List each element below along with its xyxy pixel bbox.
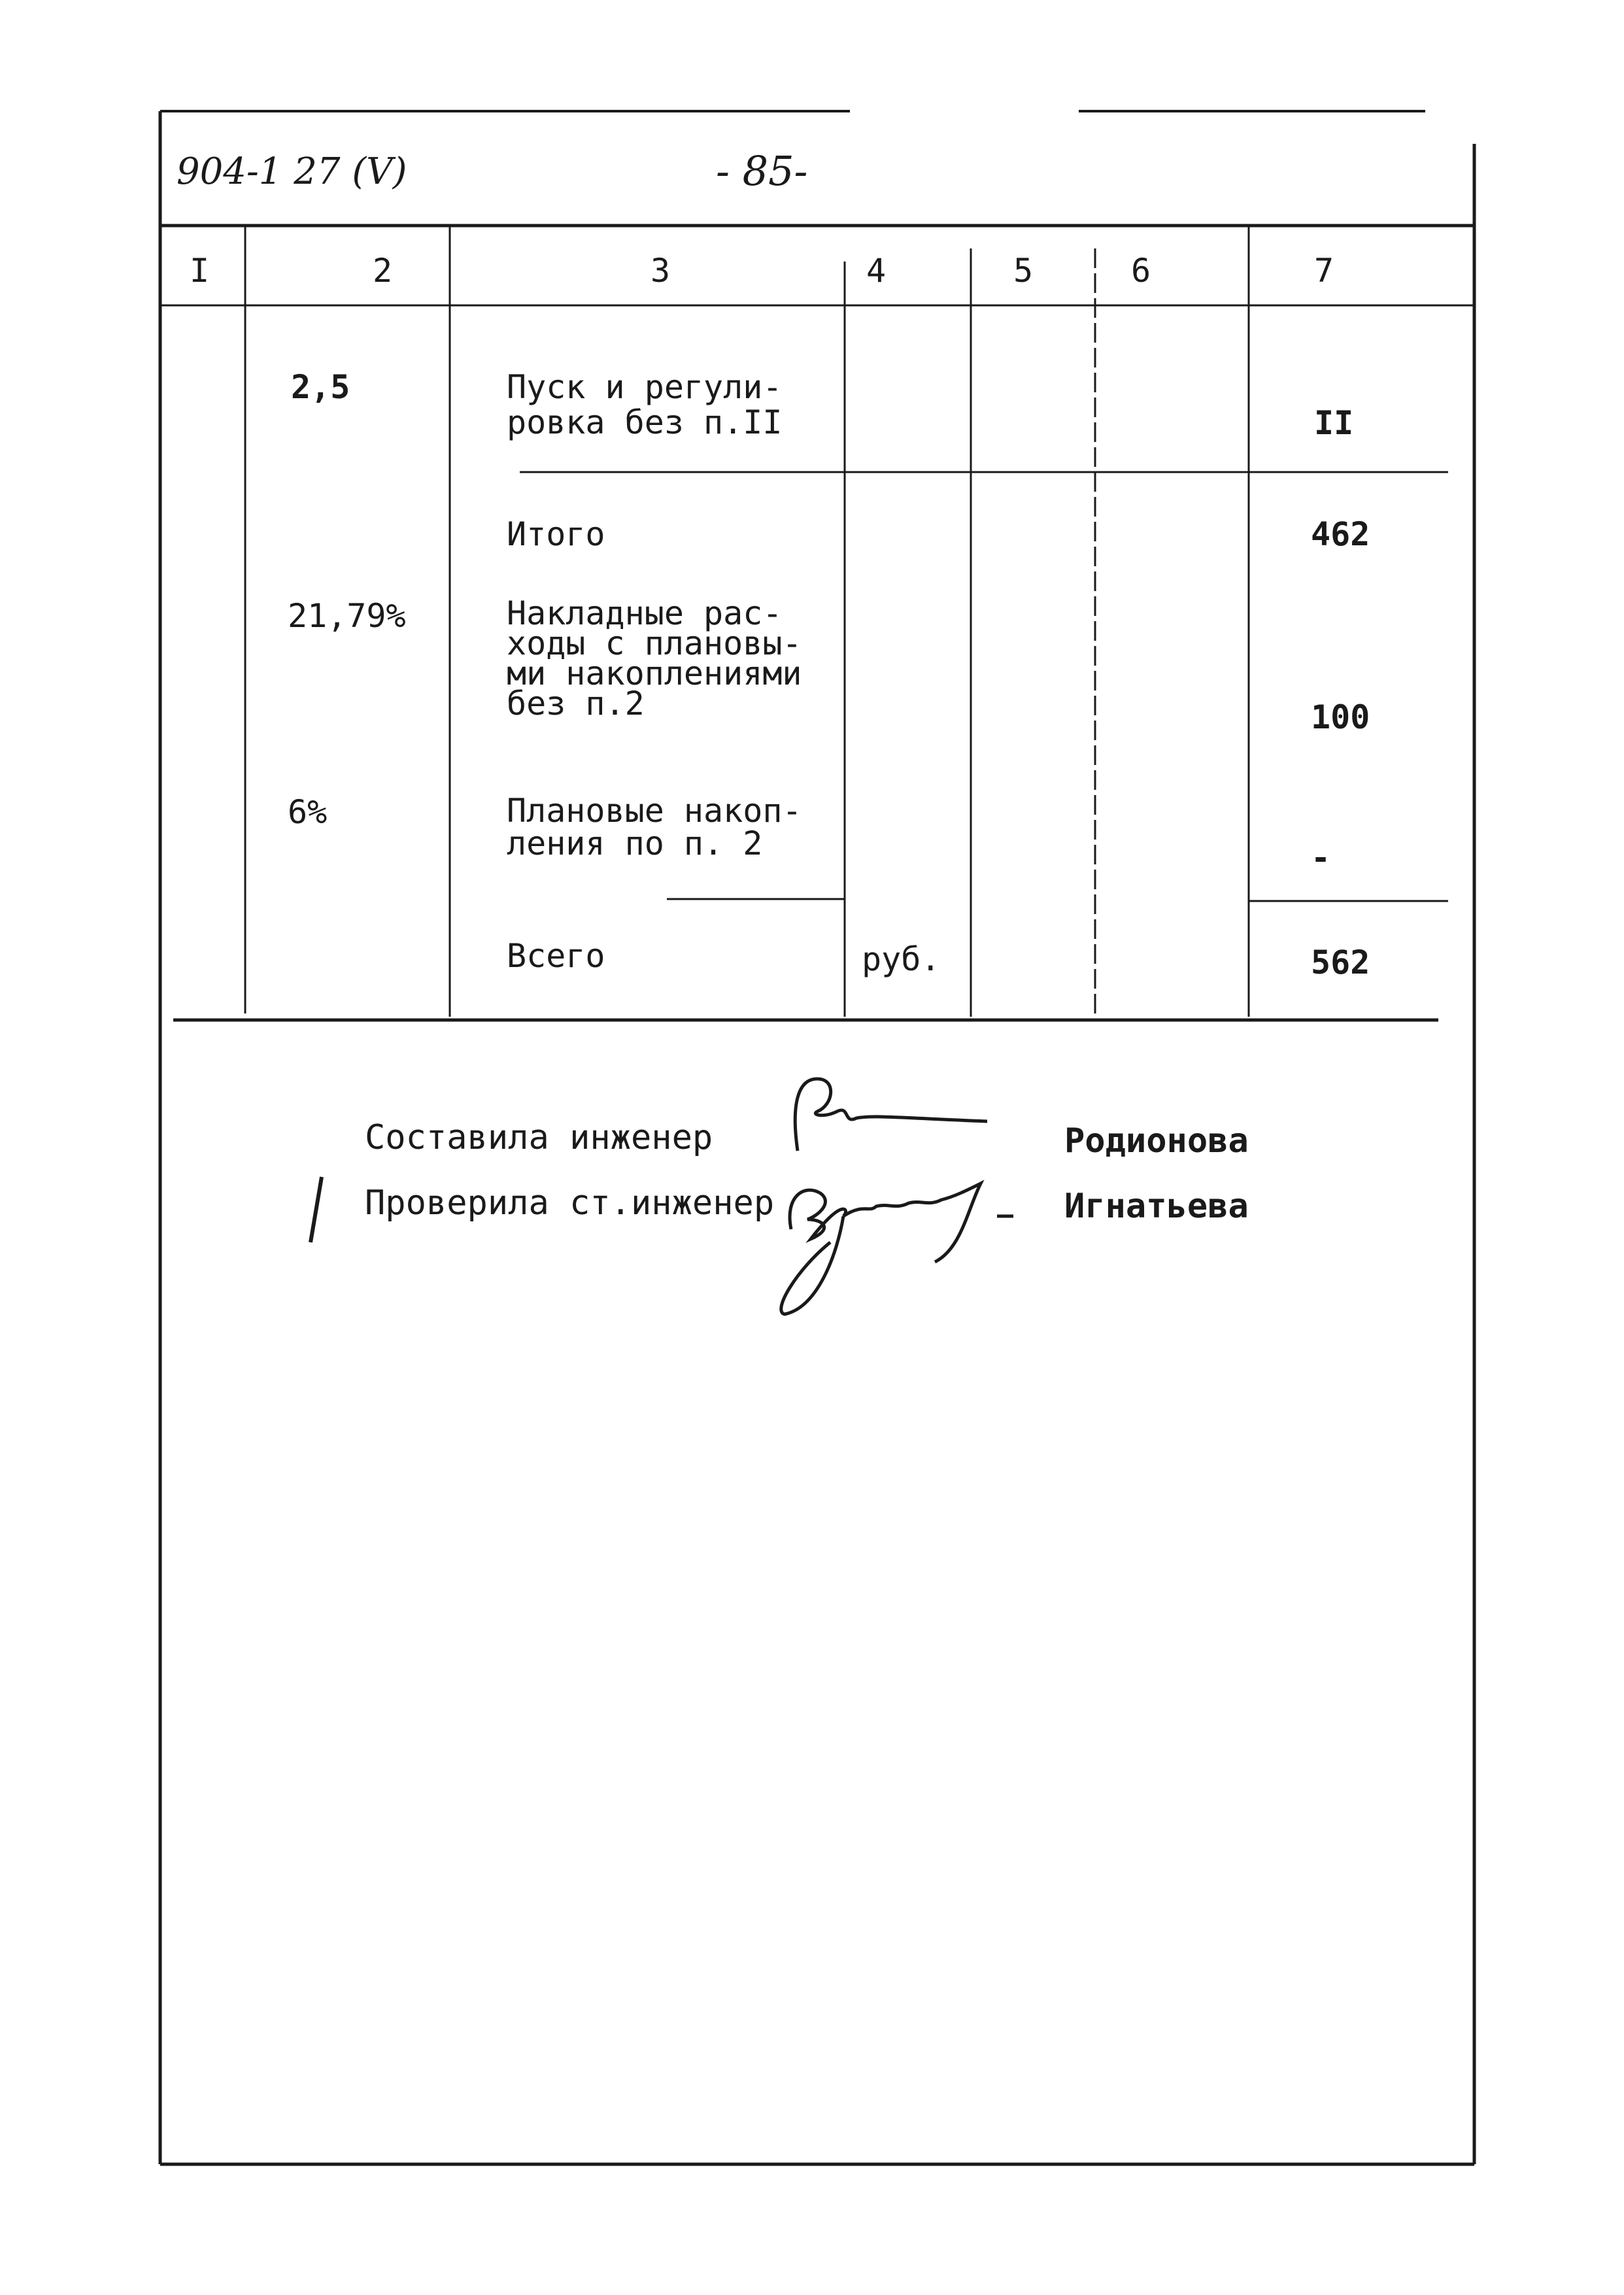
row-description-line: Пуск и регули- <box>507 368 783 406</box>
column-header-1: I <box>190 252 210 290</box>
signature-name-checked: Игнатьева <box>1064 1187 1249 1226</box>
row-description-line: Всего <box>507 937 605 975</box>
row-description-line: Плановые накоп- <box>507 792 802 830</box>
handwritten-signature-2 <box>771 1157 1033 1334</box>
row-amount: - <box>1311 839 1331 877</box>
row-amount: 100 <box>1311 698 1370 736</box>
column-header-5: 5 <box>1013 252 1034 290</box>
document-code-number: 904-1 27 <box>177 150 341 193</box>
column-header-4: 4 <box>866 252 887 290</box>
row-rate: 2,5 <box>291 368 350 406</box>
row-description-line: ления по п. 2 <box>507 824 763 862</box>
signature-name-compiled: Родионова <box>1064 1121 1249 1161</box>
row-amount: II <box>1314 404 1354 442</box>
row-amount: 462 <box>1311 515 1370 553</box>
row-unit: руб. <box>862 940 941 978</box>
row-description-line: ми накоплениями <box>507 654 802 692</box>
document-code-variant: (V) <box>352 150 407 193</box>
row-description-line: без п.2 <box>507 685 645 722</box>
row-description <box>507 794 802 860</box>
column-header-7: 7 <box>1314 252 1334 290</box>
document-code <box>177 150 407 193</box>
row-description <box>507 594 802 722</box>
column-header-3: 3 <box>651 252 671 290</box>
handwritten-signature-1 <box>771 1066 1007 1164</box>
row-rate: 21,79% <box>288 597 406 635</box>
row-description-line: Итого <box>507 515 605 553</box>
row-description-line: ровка без п.II <box>507 403 783 441</box>
column-header-2: 2 <box>373 252 393 290</box>
page-number: - 85- <box>716 147 808 195</box>
signature-role-checked: Проверила ст.инженер <box>365 1183 775 1223</box>
row-description <box>507 517 605 552</box>
row-rate: 6% <box>288 793 328 831</box>
row-description <box>507 369 782 440</box>
row-description <box>507 938 605 974</box>
row-amount: 562 <box>1311 944 1370 981</box>
column-header-6: 6 <box>1131 252 1151 290</box>
row-description-line: Накладные рас- <box>507 594 783 632</box>
signature-role-compiled: Составила инженер <box>365 1118 713 1157</box>
row-description-line: ходы с плановы- <box>507 624 802 662</box>
